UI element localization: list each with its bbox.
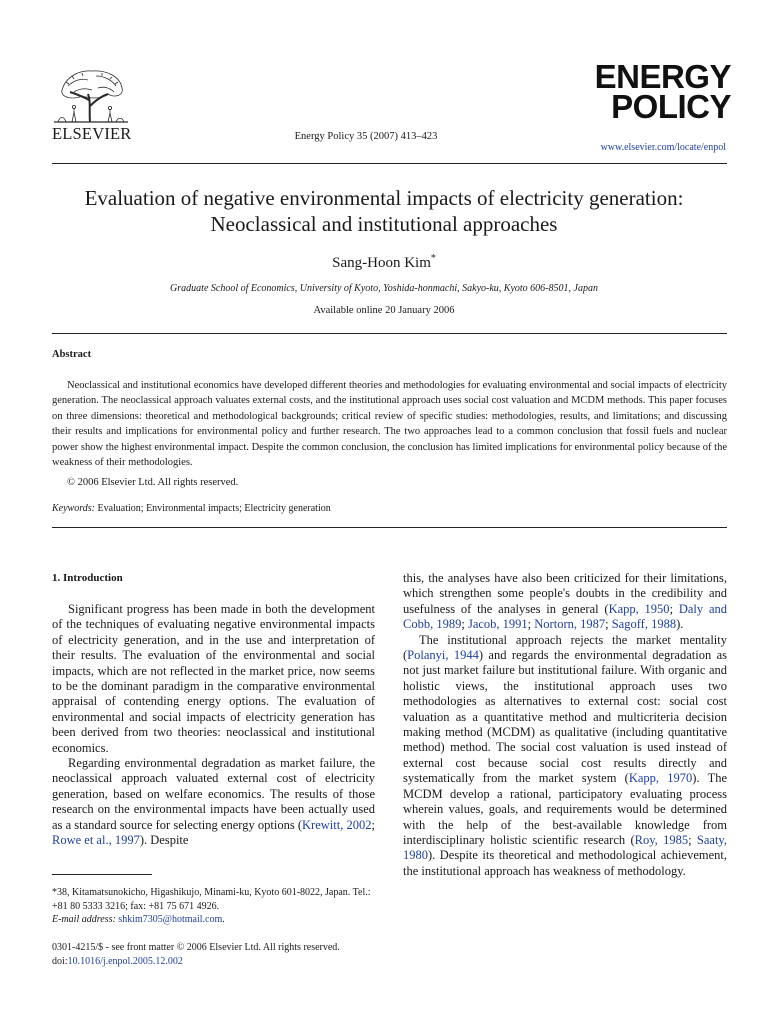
paragraph-text: ;: [371, 817, 375, 832]
author: [40, 253, 728, 272]
available-online-date: Available online 20 January 2006: [313, 305, 455, 316]
paragraph-text: ;: [527, 617, 535, 632]
journal-logo: [566, 58, 731, 125]
citation-link[interactable]: Sagoff, 1988: [611, 617, 677, 632]
front-matter-issn: 0301-4215/$ - see front matter © 2006 Elsevier Ltd. All rights reserved.: [52, 942, 340, 953]
paragraph-text: ;: [688, 832, 697, 847]
body-paragraph: [52, 602, 375, 756]
paragraph-text: ). Despite: [139, 833, 189, 848]
footnote-divider: [52, 874, 152, 875]
article-title-line2: Neoclassical and institutional approaches: [210, 212, 558, 236]
author-affiliation: Graduate School of Economics, University of Kyoto, Yoshida-honmachi, Sakyo-ku, Kyoto 606-8501, Japan: [170, 283, 598, 294]
citation-link[interactable]: Kapp, 1970: [628, 771, 693, 786]
citation-link[interactable]: Krewitt, 2002: [302, 817, 372, 832]
body-paragraph: [403, 633, 727, 880]
author-footnote-mark[interactable]: *: [430, 253, 436, 264]
paragraph-text: ;: [461, 617, 468, 632]
paragraph-text: ;: [669, 601, 679, 616]
abstract-heading: Abstract: [52, 349, 92, 360]
doi-link[interactable]: 10.1016/j.enpol.2005.12.002: [67, 955, 183, 967]
body-column-right: [403, 571, 727, 879]
journal-url-link[interactable]: www.elsevier.com/locate/enpol: [600, 142, 726, 153]
author-name: Sang-Hoon Kim: [332, 255, 431, 271]
body-paragraph: [52, 756, 375, 848]
paragraph-text: Significant progress has been made in both the development of the techniques of evaluating negative environmental impacts of electricity generation, and in the use and interpretation of their results. The evaluation of the environmental and social impacts, which are not reflected in the market price, now seems to be the dominant paradigm in the comparative environmental appraisal of contending energy options. The evaluation of environmental and social impacts of electricity generation has been derived from two theories: neoclassical and institutional economics.: [52, 602, 375, 755]
citation-link[interactable]: Polanyi, 1944: [407, 648, 479, 663]
journal-citation: Energy Policy 35 (2007) 413–423: [294, 131, 438, 142]
journal-logo-line2: POLICY: [611, 88, 731, 125]
paragraph-text: ) and regards the environmental degradation as not just market failure but institutional failure. With organic and holistic views, the institutional approach uses two methodologies as alternatives to external cost: social cost valuation as a quantitative method and multicriteria decision making method (MCDM) as qualitative (including quantitative method) method. The social cost valuation is used instead of external cost because social cost results directly and systematically from the market system (: [403, 648, 727, 786]
abstract-top-divider: [52, 333, 727, 334]
journal-logo-line1: ENERGY: [594, 58, 731, 95]
citation-link[interactable]: Nortorn, 1987: [534, 617, 606, 632]
footnote-email-link[interactable]: shkim7305@hotmail.com: [118, 914, 223, 925]
paragraph-text: ).: [676, 617, 684, 632]
header-divider: [52, 163, 727, 164]
article-title: [40, 185, 728, 237]
keywords-label: Keywords:: [52, 503, 95, 514]
paragraph-text: ). Despite its theoretical and methodological achievement, the institutional approach has weakness of methodology.: [403, 848, 727, 878]
footnote-address: *38, Kitamatsunokicho, Higashikujo, Minami-ku, Kyoto 601-8022, Japan. Tel.: +81 80 5333 3216; fax: +81 75 671 4926.: [52, 887, 371, 912]
keywords: [52, 503, 331, 514]
citation-link[interactable]: Roy, 1985: [634, 832, 689, 847]
citation-link[interactable]: Saaty, 1980: [403, 832, 727, 863]
keywords-text: Evaluation; Environmental impacts; Electricity generation: [97, 503, 331, 514]
body-paragraph: [403, 571, 727, 633]
body-column-left: [52, 602, 375, 849]
paragraph-text: ). The MCDM develop a rational, participatory evaluating process wherein values, goals, and requirements would be determined with the help of the best-available knowledge from interdisciplinary holistic scientific research (: [403, 771, 728, 847]
paragraph-text: The institutional approach rejects the market mentality (: [403, 632, 727, 663]
elsevier-tree-logo: [52, 66, 130, 124]
citation-link[interactable]: Rowe et al., 1997: [52, 833, 140, 848]
footnote-email-end: .: [222, 914, 225, 925]
citation-link[interactable]: Daly and Cobb, 1989: [403, 601, 727, 632]
doi-prefix: doi:: [52, 955, 68, 967]
article-title-line1: Evaluation of negative environmental impacts of electricity generation:: [84, 186, 684, 210]
publisher-name: ELSEVIER: [52, 124, 132, 143]
abstract-copyright: © 2006 Elsevier Ltd. All rights reserved.: [67, 477, 239, 488]
citation-link[interactable]: Jacob, 1991: [467, 617, 528, 632]
abstract-text: Neoclassical and institutional economics have developed different theories and methodologies for evaluating environmental and social impacts of electricity generation. The neoclassical approach valuates external costs, and the institutional approach uses social cost valuation and MCDM methods. This paper focuses on three dimensions: theoretical and methodological backgrounds; critical review of specific studies: methodologies, results, and limitations; and discussing their results and implications for environmental policy and further research. The two approaches lead to a common conclusion that fossil fuels and nuclear power show the highest environmental impact. Despite the common conclusion, the conclusion has limited implications for environmental policy because of the weakness of their methodologies.: [52, 380, 727, 469]
paragraph-text: this, the analyses have also been criticized for their limitations, which strengthen some people's doubts in the credibility and usefulness of the analyses in general (: [403, 571, 727, 616]
front-matter: [52, 941, 382, 968]
author-footnote: [52, 886, 375, 927]
citation-link[interactable]: Kapp, 1950: [608, 601, 670, 616]
abstract-bottom-divider: [52, 527, 727, 528]
section-heading-introduction: 1. Introduction: [52, 572, 123, 584]
paragraph-text: Regarding environmental degradation as market failure, the neoclassical approach valuated external cost of electricity generation, based on welfare economics. The results of those research on the environmental impacts have been actually used as a standard source for selecting energy options (: [52, 756, 375, 832]
paragraph-text: ;: [605, 617, 612, 632]
footnote-email-label: E-mail address:: [52, 914, 116, 925]
